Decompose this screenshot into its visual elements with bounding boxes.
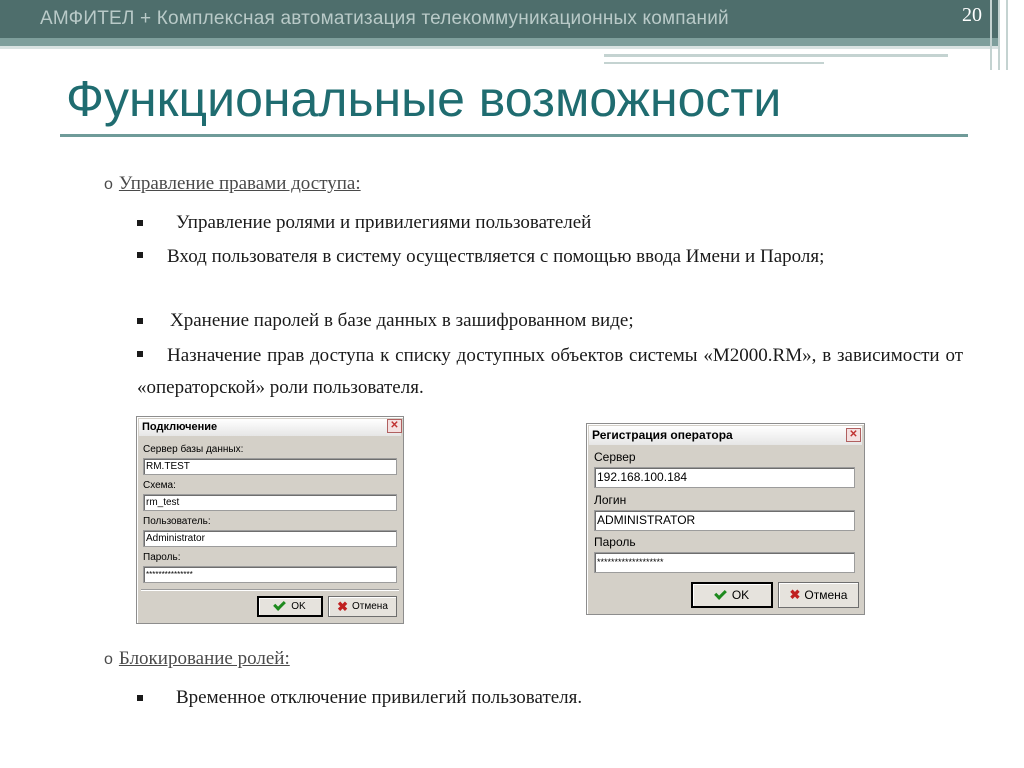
bullet-roles: Управление ролями и привилегиями пользователей bbox=[176, 212, 592, 233]
bullet-access-rights: Назначение прав доступа к списку доступных объектов системы «M2000.RM», в зависимости от «операторской» роли пользователя. bbox=[137, 345, 963, 398]
login-label: Логин bbox=[594, 493, 627, 507]
server-input[interactable]: 192.168.100.184 bbox=[594, 467, 855, 488]
ok-button[interactable] bbox=[691, 582, 773, 608]
password-input[interactable]: ******************* bbox=[594, 552, 855, 573]
close-icon[interactable]: ✕ bbox=[846, 428, 861, 442]
separator bbox=[141, 589, 399, 591]
cross-icon: ✖ bbox=[337, 598, 348, 614]
section-heading-blocking bbox=[104, 648, 290, 670]
schema-label: Схема: bbox=[143, 480, 176, 491]
decor-vline bbox=[990, 0, 992, 70]
close-icon[interactable]: ✕ bbox=[387, 419, 402, 433]
server-label: Сервер bbox=[594, 450, 636, 464]
dialog-title: Регистрация оператора bbox=[589, 426, 862, 445]
section-heading-access bbox=[104, 173, 361, 195]
square-bullet-icon bbox=[137, 310, 147, 334]
password-input[interactable]: *************** bbox=[143, 566, 397, 583]
cross-icon: ✖ bbox=[789, 587, 801, 602]
slide-title: Функциональные возможности bbox=[66, 71, 782, 127]
check-icon bbox=[714, 587, 727, 600]
operator-login-dialog bbox=[586, 423, 865, 615]
server-input[interactable]: RM.TEST bbox=[143, 458, 397, 475]
square-bullet-icon bbox=[137, 351, 143, 357]
header-stripe-light bbox=[0, 46, 1000, 49]
bullet-temp-disable: Временное отключение привилегий пользователя. bbox=[176, 687, 583, 708]
circle-bullet-icon: o bbox=[104, 651, 113, 668]
decor-vline bbox=[1006, 0, 1008, 70]
bullet-login: Вход пользователя в систему осуществляется с помощью ввода Имени и Пароля; bbox=[137, 241, 963, 273]
page-number: 20 bbox=[962, 4, 982, 26]
square-bullet-icon bbox=[137, 212, 147, 236]
square-bullet-icon bbox=[137, 252, 143, 258]
bullet-password-storage: Хранение паролей в базе данных в зашифрованном виде; bbox=[170, 310, 634, 331]
ok-label: OK bbox=[731, 588, 750, 602]
dialog-title: Подключение bbox=[139, 419, 401, 436]
password-label: Пароль: bbox=[143, 552, 181, 563]
cancel-label: Отмена bbox=[804, 588, 848, 602]
cancel-button[interactable] bbox=[328, 596, 397, 617]
user-label: Пользователь: bbox=[143, 516, 211, 527]
title-divider bbox=[60, 134, 968, 137]
ok-button[interactable] bbox=[257, 596, 323, 617]
password-label: Пароль bbox=[594, 535, 636, 549]
user-input[interactable]: Administrator bbox=[143, 530, 397, 547]
check-icon bbox=[273, 598, 286, 611]
decor-vline bbox=[998, 0, 1000, 70]
circle-bullet-icon: o bbox=[104, 176, 113, 193]
schema-input[interactable]: rm_test bbox=[143, 494, 397, 511]
decor-line bbox=[604, 54, 948, 57]
login-input[interactable]: ADMINISTRATOR bbox=[594, 510, 855, 531]
section-heading-text: Управление правами доступа: bbox=[118, 173, 361, 194]
cancel-button[interactable] bbox=[778, 582, 859, 608]
section-heading-text: Блокирование ролей: bbox=[118, 648, 290, 669]
ok-label: OK bbox=[291, 601, 306, 612]
server-label: Сервер базы данных: bbox=[143, 444, 244, 455]
decor-line bbox=[604, 62, 824, 64]
header-stripe bbox=[0, 38, 1000, 46]
connect-dialog bbox=[136, 416, 404, 624]
cancel-label: Отмена bbox=[352, 601, 388, 612]
square-bullet-icon bbox=[137, 687, 147, 711]
org-title: АМФИТЕЛ + Комплексная автоматизация телекоммуникационных компаний bbox=[40, 8, 729, 29]
